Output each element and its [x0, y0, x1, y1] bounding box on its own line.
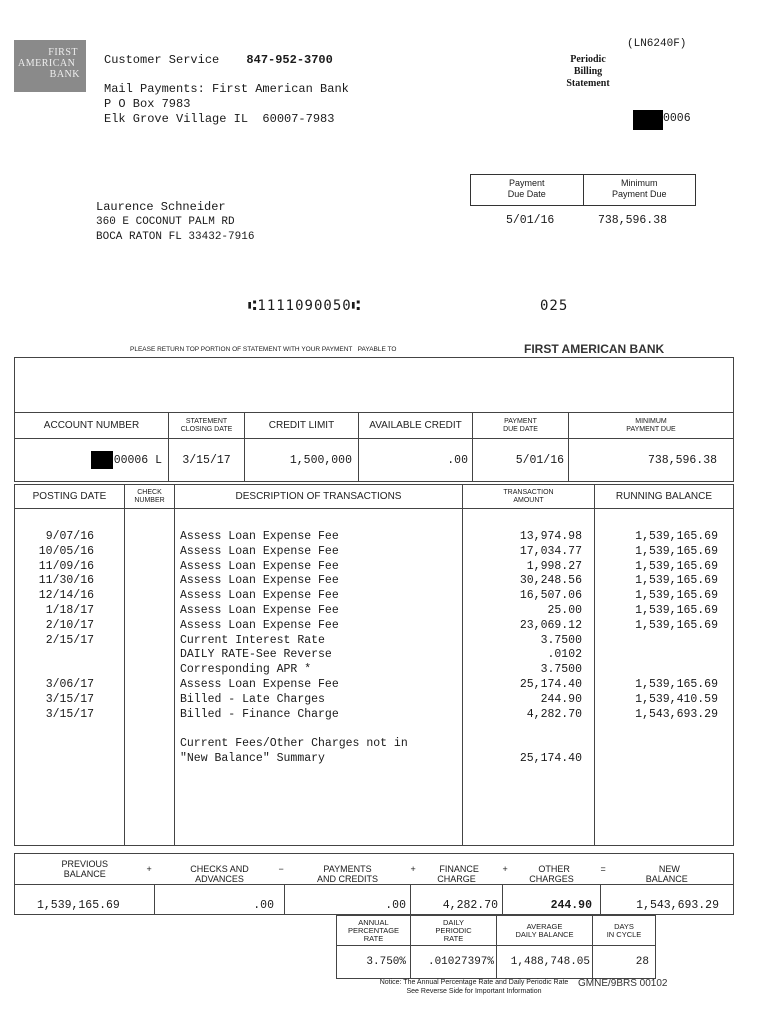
new-balance-header-text: NEW BALANCE	[645, 864, 688, 884]
transaction-date: 10/05/16	[38, 544, 94, 558]
checks-header	[146, 854, 285, 885]
op-plus-3: +	[502, 864, 508, 874]
transaction-date: 1/18/17	[45, 603, 94, 617]
posting-date-header: POSTING DATE	[15, 485, 125, 509]
transaction-description: Assess Loan Expense Fee	[180, 544, 339, 558]
footer-notice	[354, 978, 594, 996]
return-box	[14, 357, 734, 413]
credit-limit-header: CREDIT LIMIT	[245, 413, 359, 439]
avg-balance-header: AVERAGE DAILY BALANCE	[497, 916, 593, 946]
transaction-date	[22, 648, 94, 663]
op-equals: =	[600, 864, 606, 874]
transaction-description: Billed - Finance Charge	[180, 707, 339, 721]
payment-due-date-header: PAYMENT DUE DATE	[473, 413, 569, 439]
payments-header-text: PAYMENTS AND CREDITS	[316, 864, 378, 884]
minimum-payment-header: MINIMUM PAYMENT DUE	[569, 413, 734, 439]
transaction-balance: 1,539,165.69	[635, 574, 718, 588]
transaction-description: Assess Loan Expense Fee	[180, 618, 339, 632]
transaction-descriptions	[180, 530, 460, 767]
rates-table	[336, 915, 656, 979]
transaction-description: Assess Loan Expense Fee	[180, 574, 339, 588]
transaction-balance	[600, 663, 718, 678]
transaction-amount: 17,034.77	[519, 544, 582, 558]
bank-logo	[14, 40, 86, 92]
footer-notice-line-2: See Reverse Side for Important Information	[406, 988, 542, 995]
transaction-date: 11/30/16	[38, 574, 94, 588]
transaction-amount: 23,069.12	[519, 618, 582, 632]
transaction-balance: 1,543,693.29	[635, 707, 718, 721]
finance-charge-header	[411, 854, 503, 885]
transaction-amount: 25,174.40	[519, 751, 582, 765]
transaction-amount: 1,998.27	[526, 559, 582, 573]
new-balance-header	[601, 854, 734, 885]
payable-to: FIRST AMERICAN BANK	[524, 342, 665, 356]
transaction-date	[22, 737, 94, 752]
transaction-date: 9/07/16	[45, 530, 94, 543]
summary-minimum-value: 738,596.38	[569, 439, 734, 482]
scan-line-code: ⑆1111090050⑆	[248, 298, 362, 314]
statement-title-line-1: Periodic Billing	[570, 54, 606, 77]
apr-value: 3.750%	[337, 946, 411, 979]
transaction-balance: 1,539,410.59	[635, 692, 718, 706]
account-number-header: ACCOUNT NUMBER	[15, 413, 169, 439]
minimum-payment-label	[583, 175, 696, 205]
minimum-label-2: Payment Due	[611, 189, 667, 199]
transaction-amount: 3.7500	[540, 633, 582, 647]
payments-value: .00	[285, 885, 411, 915]
minimum-label-1: Minimum	[620, 178, 658, 188]
op-plus-2: +	[410, 864, 416, 874]
transaction-date: 11/09/16	[38, 559, 94, 573]
transaction-balance: 1,539,165.69	[635, 603, 718, 617]
transaction-date	[22, 663, 94, 678]
due-date-value: 5/01/16	[506, 214, 555, 227]
days-cycle-header: DAYS IN CYCLE	[593, 916, 656, 946]
transaction-amounts	[470, 530, 582, 767]
closing-date-header: STATEMENT CLOSING DATE	[169, 413, 245, 439]
transaction-amount: .0102	[547, 648, 582, 662]
transaction-description	[180, 722, 460, 737]
footer-notice-line-1: Notice: The Annual Percentage Rate and Daily Periodic Rate	[379, 979, 569, 986]
amount-header: TRANSACTION AMOUNT	[463, 485, 595, 509]
transaction-description: "New Balance" Summary	[180, 751, 325, 765]
scan-line-number: 025	[540, 298, 569, 314]
statement-title	[556, 54, 620, 90]
account-number-value: 00006 L	[113, 454, 162, 468]
transaction-date: 12/14/16	[38, 589, 94, 603]
transaction-description: Assess Loan Expense Fee	[180, 589, 339, 603]
checks-value: .00	[155, 885, 285, 915]
running-balance-header: RUNNING BALANCE	[595, 485, 734, 509]
transaction-amount: 244.90	[540, 692, 582, 706]
customer-name: Laurence Schneider	[96, 200, 226, 214]
op-minus: −	[278, 864, 284, 874]
transaction-date	[22, 752, 94, 767]
customer-service-line	[104, 53, 333, 67]
minimum-payment-value: 738,596.38	[598, 214, 668, 227]
payment-due-box	[470, 174, 696, 206]
credit-limit-value: 1,500,000	[245, 439, 359, 482]
other-charges-value: 244.90	[503, 885, 601, 915]
transaction-balance: 1,539,165.69	[635, 544, 718, 558]
other-charges-header	[503, 854, 601, 885]
transaction-date: 3/15/17	[45, 707, 94, 721]
transaction-description: DAILY RATE-See Reverse	[180, 648, 332, 662]
transaction-amount	[470, 737, 582, 752]
statement-title-line-2: Statement	[566, 78, 610, 89]
transaction-balance	[600, 648, 718, 663]
redacted-block	[633, 110, 663, 130]
transaction-description: Assess Loan Expense Fee	[180, 559, 339, 573]
transaction-amount: 3.7500	[540, 663, 582, 677]
transaction-amount	[470, 722, 582, 737]
account-summary-table	[14, 412, 734, 482]
logo-line-2: AMERICAN	[18, 58, 76, 69]
transaction-description: Assess Loan Expense Fee	[180, 603, 339, 617]
previous-balance-value: 1,539,165.69	[15, 885, 155, 915]
customer-city: BOCA RATON FL 33432-7916	[96, 231, 255, 243]
return-note: PLEASE RETURN TOP PORTION OF STATEMENT WITH YOUR PAYMENT PAYABLE TO	[130, 346, 397, 353]
other-charges-header-text: OTHER CHARGES	[529, 864, 574, 884]
daily-rate-header: DAILY PERIODIC RATE	[411, 916, 497, 946]
customer-service-label: Customer Service	[104, 53, 220, 67]
transaction-amount: 25.00	[547, 603, 582, 617]
transaction-amount: 30,248.56	[519, 574, 582, 588]
days-cycle-value: 28	[593, 946, 656, 979]
logo-line-1: FIRST	[48, 47, 78, 58]
transaction-balance: 1,539,165.69	[635, 559, 718, 573]
transaction-balance: 1,539,165.69	[635, 589, 718, 603]
new-balance-value: 1,543,693.29	[601, 885, 734, 915]
checks-header-text: CHECKS AND ADVANCES	[190, 864, 249, 884]
transaction-description: Assess Loan Expense Fee	[180, 677, 339, 691]
mail-payments: Mail Payments: First American Bank	[104, 82, 349, 96]
logo-line-3: BANK	[49, 69, 80, 80]
customer-service-phone: 847-952-3700	[246, 53, 333, 67]
summary-due-date-value: 5/01/16	[473, 439, 569, 482]
payment-due-label-2: Due Date	[507, 189, 546, 199]
transaction-balance	[600, 722, 718, 737]
description-header: DESCRIPTION OF TRANSACTIONS	[175, 485, 463, 509]
po-box: P O Box 7983	[104, 97, 191, 111]
transaction-date: 2/10/17	[45, 618, 94, 632]
transaction-balance: 1,539,165.69	[635, 530, 718, 543]
transaction-balance	[600, 752, 718, 767]
check-column	[125, 509, 175, 846]
transaction-description: Current Fees/Other Charges not in	[180, 737, 408, 751]
transaction-date: 2/15/17	[45, 633, 94, 647]
transaction-description: Current Interest Rate	[180, 633, 325, 647]
transaction-balances	[600, 530, 718, 767]
transaction-description: Corresponding APR *	[180, 663, 312, 677]
previous-balance-header: PREVIOUS BALANCE	[15, 854, 155, 885]
redacted-account	[91, 451, 113, 469]
account-suffix: 0006	[663, 112, 691, 125]
totals-table	[14, 853, 734, 915]
footer-code: GMNE/9BRS 00102	[578, 978, 668, 989]
form-code: (LN6240F)	[627, 38, 687, 50]
transaction-dates	[22, 530, 94, 767]
payment-due-date-label	[471, 175, 583, 205]
transaction-balance	[600, 634, 718, 649]
check-number-header: CHECK NUMBER	[125, 485, 175, 509]
avg-balance-value: 1,488,748.05	[497, 946, 593, 979]
transaction-balance: 1,539,165.69	[635, 618, 718, 632]
transaction-balance: 1,539,165.69	[635, 677, 718, 691]
account-number-cell	[15, 439, 169, 482]
payments-header	[278, 854, 411, 885]
transaction-amount: 16,507.06	[519, 589, 582, 603]
apr-header: ANNUAL PERCENTAGE RATE	[337, 916, 411, 946]
available-credit-header: AVAILABLE CREDIT	[359, 413, 473, 439]
transaction-description: Billed - Late Charges	[180, 692, 325, 706]
transaction-amount: 25,174.40	[519, 677, 582, 691]
daily-rate-value: .01027397%	[411, 946, 497, 979]
mailing-city: Elk Grove Village IL 60007-7983	[104, 112, 335, 126]
transaction-date: 3/06/17	[45, 677, 94, 691]
closing-date-value: 3/15/17	[169, 439, 245, 482]
available-credit-value: .00	[359, 439, 473, 482]
transaction-date: 3/15/17	[45, 692, 94, 706]
transaction-balance	[600, 737, 718, 752]
payment-due-label-1: Payment	[508, 178, 545, 188]
op-plus-1: +	[146, 864, 152, 874]
finance-charge-header-text: FINANCE CHARGE	[437, 864, 479, 884]
transaction-amount: 4,282.70	[526, 707, 582, 721]
transaction-date	[22, 722, 94, 737]
finance-charge-value: 4,282.70	[411, 885, 503, 915]
transaction-amount: 13,974.98	[519, 530, 582, 543]
customer-address: 360 E COCONUT PALM RD	[96, 216, 235, 228]
transaction-description: Assess Loan Expense Fee	[180, 530, 339, 543]
